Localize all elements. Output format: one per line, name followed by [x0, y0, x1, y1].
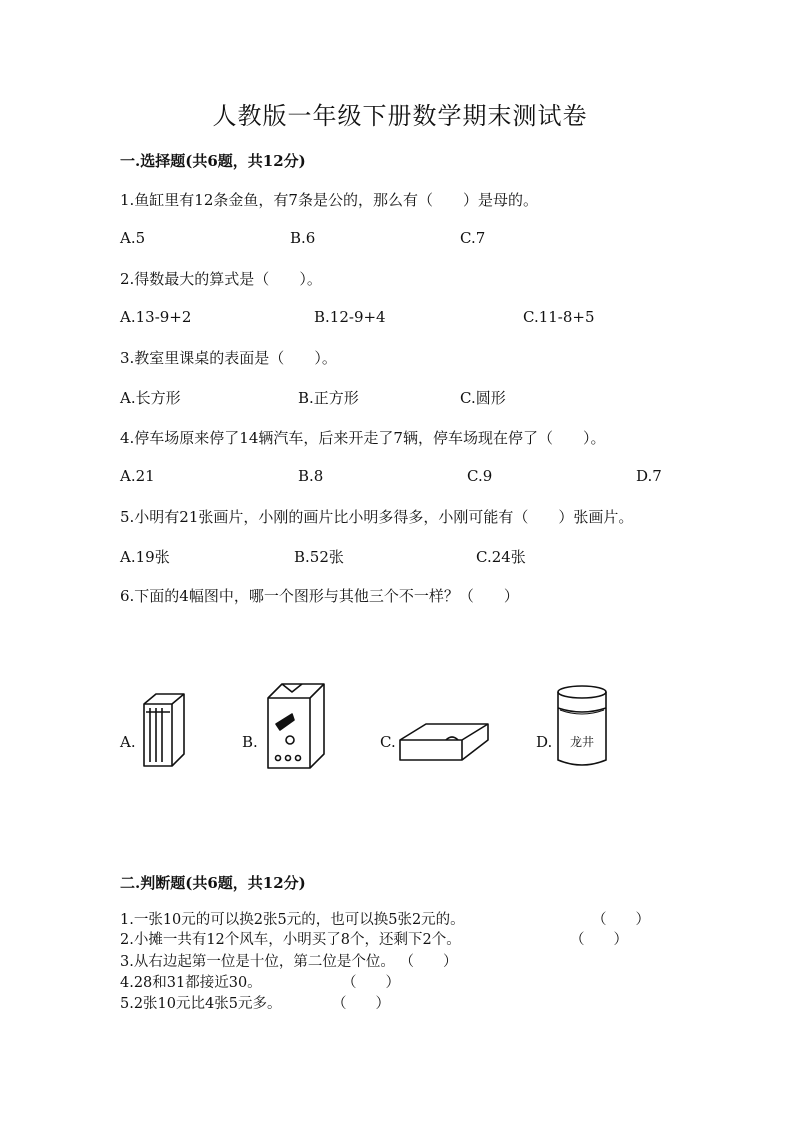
- judgement-item-4-text: 4.28和31都接近30。: [120, 975, 262, 991]
- flat-box-icon: [396, 716, 492, 766]
- q5-option-a: A.19张: [120, 548, 170, 566]
- judgement-item-3: [120, 952, 457, 972]
- book-icon: [140, 690, 188, 770]
- judgement-item-2: [120, 930, 628, 950]
- q3-option-b: B.正方形: [298, 389, 359, 407]
- q1-option-c: C.7: [460, 229, 486, 247]
- q3-option-a: A.长方形: [120, 389, 181, 407]
- judgement-item-1-blank[interactable]: （ ）: [592, 912, 650, 928]
- q4-option-d: D.7: [636, 467, 662, 485]
- judgement-item-5: [120, 994, 390, 1014]
- figure-label-a: A.: [120, 733, 136, 751]
- question-6: 6.下面的4幅图中，哪一个图形与其他三个不一样？（ ）: [120, 587, 519, 605]
- question-1: 1.鱼缸里有12条金鱼，有7条是公的，那么有（ ）是母的。: [120, 191, 538, 209]
- section-heading-judgement: 二.判断题(共6题，共12分): [120, 874, 306, 892]
- q3-option-c: C.圆形: [460, 389, 506, 407]
- q2-option-b: B.12-9+4: [314, 308, 386, 326]
- figure-label-b: B.: [242, 733, 258, 751]
- judgement-item-1-text: 1.一张10元的可以换2张5元的，也可以换5张2元的。: [120, 912, 465, 928]
- q4-option-c: C.9: [467, 467, 493, 485]
- figure-label-c: C.: [380, 733, 396, 751]
- q2-option-c: C.11-8+5: [523, 308, 595, 326]
- q4-option-b: B.8: [298, 467, 324, 485]
- q2-option-a: A.13-9+2: [120, 308, 192, 326]
- tea-jar-icon: [552, 682, 612, 770]
- question-2: 2.得数最大的算式是（ ）。: [120, 270, 322, 288]
- judgement-item-2-text: 2.小摊一共有12个风车，小明买了8个，还剩下2个。: [120, 932, 461, 948]
- judgement-item-4-blank[interactable]: （ ）: [342, 975, 400, 991]
- q5-option-b: B.52张: [294, 548, 344, 566]
- question-5: 5.小明有21张画片，小刚的画片比小明多得多，小刚可能有（ ）张画片。: [120, 508, 634, 526]
- judgement-item-3-text: 3.从右边起第一位是十位，第二位是个位。: [120, 954, 395, 970]
- judgement-item-5-blank[interactable]: （ ）: [332, 996, 390, 1012]
- q1-option-b: B.6: [290, 229, 316, 247]
- q4-option-a: A.21: [120, 467, 155, 485]
- q5-option-c: C.24张: [476, 548, 526, 566]
- section-heading-choice: 一.选择题(共6题，共12分): [120, 152, 306, 170]
- jar-label: 龙井: [570, 735, 595, 749]
- judgement-item-3-blank[interactable]: （ ）: [399, 954, 458, 970]
- question-3: 3.教室里课桌的表面是（ ）。: [120, 349, 337, 367]
- q1-option-a: A.5: [120, 229, 146, 247]
- judgement-item-1: [120, 910, 650, 930]
- page-title: 人教版一年级下册数学期末测试卷: [212, 102, 588, 130]
- figure-label-d: D.: [536, 733, 553, 751]
- box-icon: [262, 680, 328, 770]
- judgement-item-5-text: 5.2张10元比4张5元多。: [120, 996, 282, 1012]
- question-4: 4.停车场原来停了14辆汽车，后来开走了7辆，停车场现在停了（ ）。: [120, 429, 606, 447]
- judgement-item-4: [120, 973, 400, 993]
- judgement-item-2-blank[interactable]: （ ）: [570, 932, 628, 948]
